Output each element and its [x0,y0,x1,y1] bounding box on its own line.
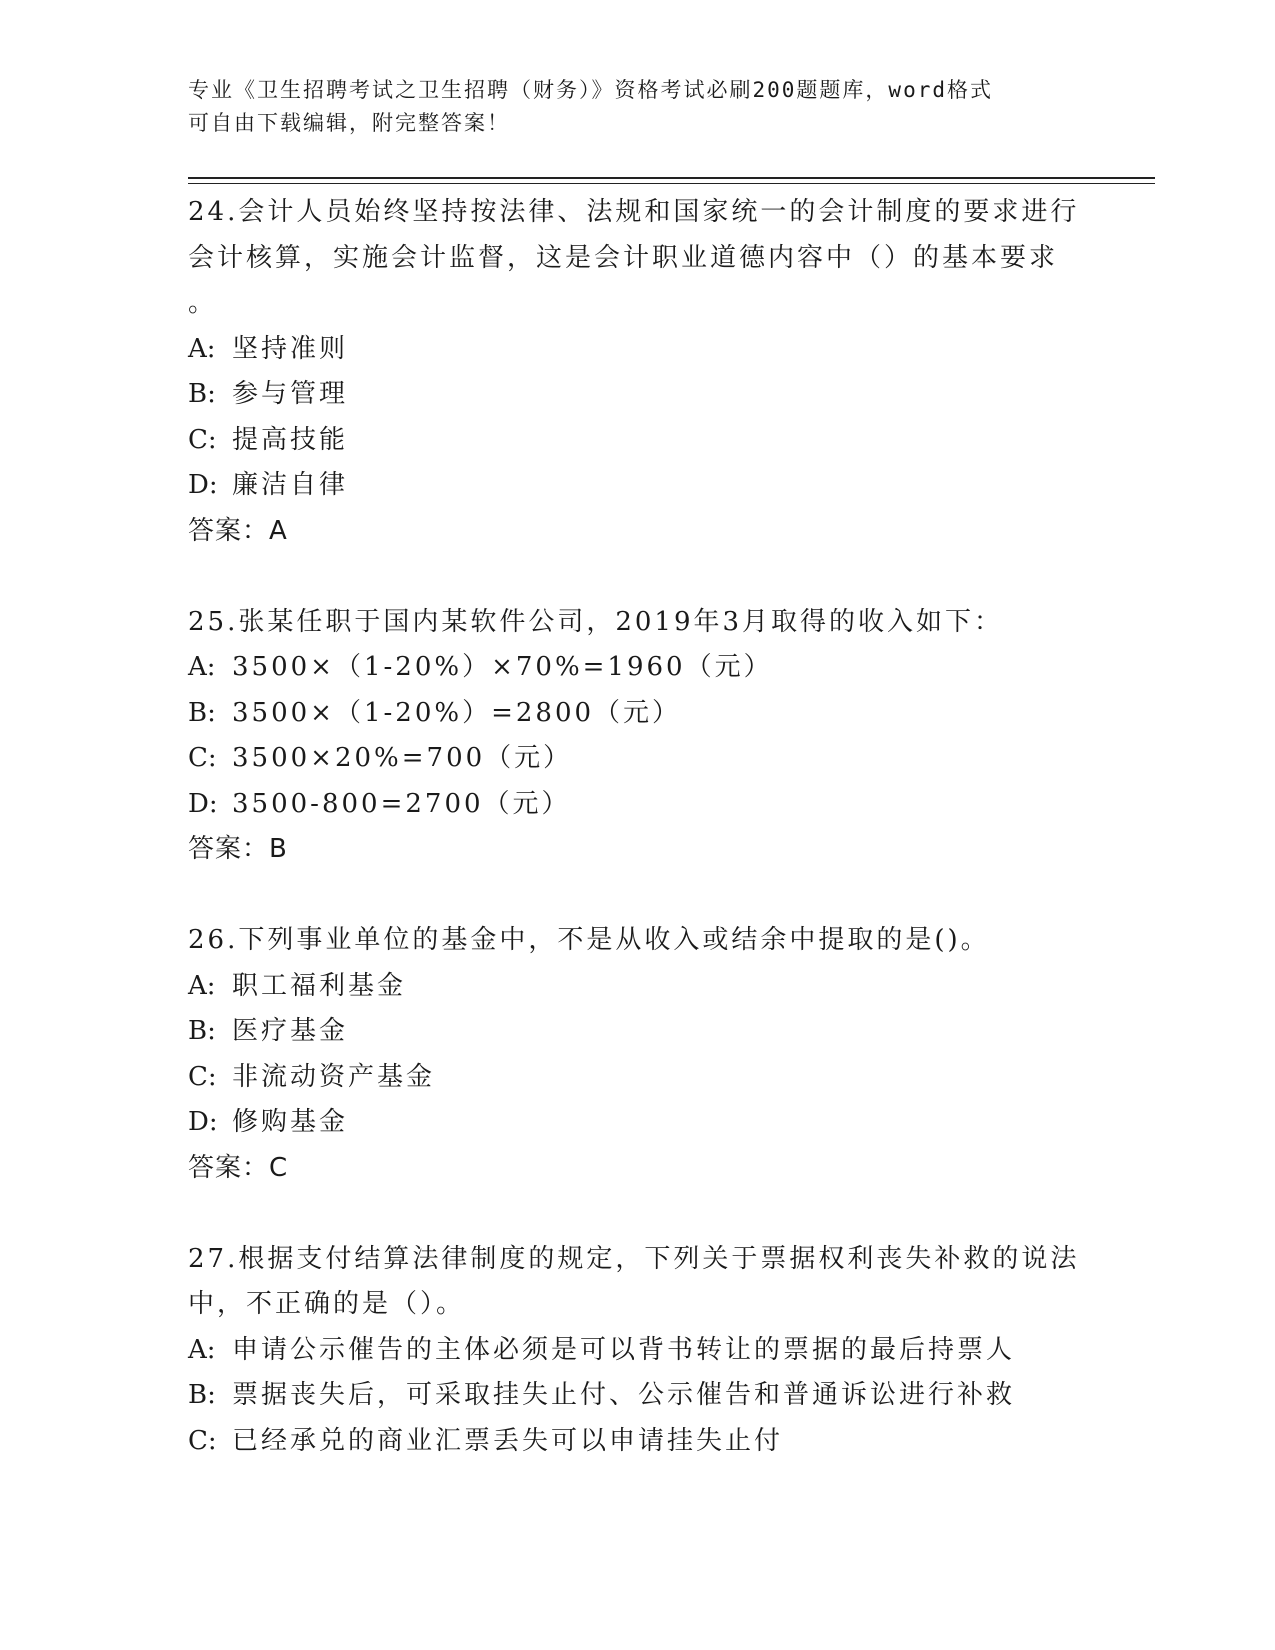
header-line-2: 可自由下载编辑，附完整答案！ [188,111,510,135]
question-stem-line: 24.会计人员始终坚持按法律、法规和国家统一的会计制度的要求进行 [188,197,1080,227]
option-a [188,327,1088,373]
option-b [188,1373,1088,1419]
answer-line: 答案：C [188,1152,289,1183]
question-stem-line: 25.张某任职于国内某软件公司，2019年3月取得的收入如下： [188,606,1004,637]
option-text: 票据丧失后，可采取挂失止付、公示催告和普通诉讼进行补救 [232,1380,1016,1410]
question-stem-line: 26.下列事业单位的基金中，不是从收入或结余中提取的是()。 [188,925,990,955]
option-letter: B: [188,1380,216,1410]
option-text: 非流动资产基金 [232,1061,436,1092]
option-letter: A: [188,652,216,682]
option-letter: A: [188,1334,216,1365]
answer-line: 答案：B [188,834,288,864]
option-b [188,1009,1088,1055]
option-letter: D: [188,470,218,500]
question-stem-line: 中，不正确的是（）。 [188,1289,466,1319]
question-26 [188,918,1088,1191]
answer-line: 答案：A [188,515,288,546]
option-c [188,736,1088,782]
option-letter: D: [188,788,218,819]
option-b [188,372,1088,418]
spacer [188,554,1088,600]
option-text: 廉洁自律 [232,470,349,500]
option-text: 医疗基金 [232,1016,349,1046]
option-letter: B: [188,697,216,728]
option-c [188,1419,1088,1465]
option-text: 职工福利基金 [232,970,407,1001]
question-stem-line: 。 [188,288,218,318]
option-a [188,964,1088,1010]
option-a [188,645,1088,691]
option-d [188,1100,1088,1146]
option-text: 修购基金 [232,1107,349,1137]
option-a [188,1328,1088,1374]
option-text: 提高技能 [232,424,349,455]
option-letter: B: [188,1016,216,1046]
option-d [188,782,1088,828]
option-letter: B: [188,379,216,409]
option-letter: C: [188,743,217,773]
option-text: 坚持准则 [232,333,349,364]
document-header [188,74,1068,140]
header-divider [188,177,1155,179]
question-24 [188,190,1088,554]
option-c [188,418,1088,464]
question-stem-line: 27.根据支付结算法律制度的规定，下列关于票据权利丧失补救的说法 [188,1243,1080,1274]
question-stem-line: 会计核算，实施会计监督，这是会计职业道德内容中（）的基本要求 [188,242,1059,273]
option-letter: D: [188,1107,218,1137]
option-letter: C: [188,424,217,455]
option-text: 参与管理 [232,379,349,409]
spacer [188,1191,1088,1237]
option-text: 3500-800=2700（元） [232,788,571,819]
option-d [188,463,1088,509]
spacer [188,873,1088,919]
option-b [188,691,1088,737]
question-25 [188,600,1088,873]
option-text: 3500×（1-20%）×70%=1960（元） [232,652,773,682]
option-letter: A: [188,333,216,364]
question-27 [188,1237,1088,1465]
header-divider-thin [188,183,1155,184]
option-letter: C: [188,1425,217,1456]
question-list [188,190,1088,1464]
option-text: 申请公示催告的主体必须是可以背书转让的票据的最后持票人 [232,1334,1016,1365]
header-line-1: 专业《卫生招聘考试之卫生招聘（财务）》资格考试必刷200题题库，word格式 [188,78,993,102]
option-letter: A: [188,970,216,1001]
option-letter: C: [188,1061,217,1092]
option-text: 3500×（1-20%）=2800（元） [232,697,682,728]
option-text: 3500×20%=700（元） [232,743,573,773]
option-c [188,1055,1088,1101]
option-text: 已经承兑的商业汇票丢失可以申请挂失止付 [232,1425,784,1456]
